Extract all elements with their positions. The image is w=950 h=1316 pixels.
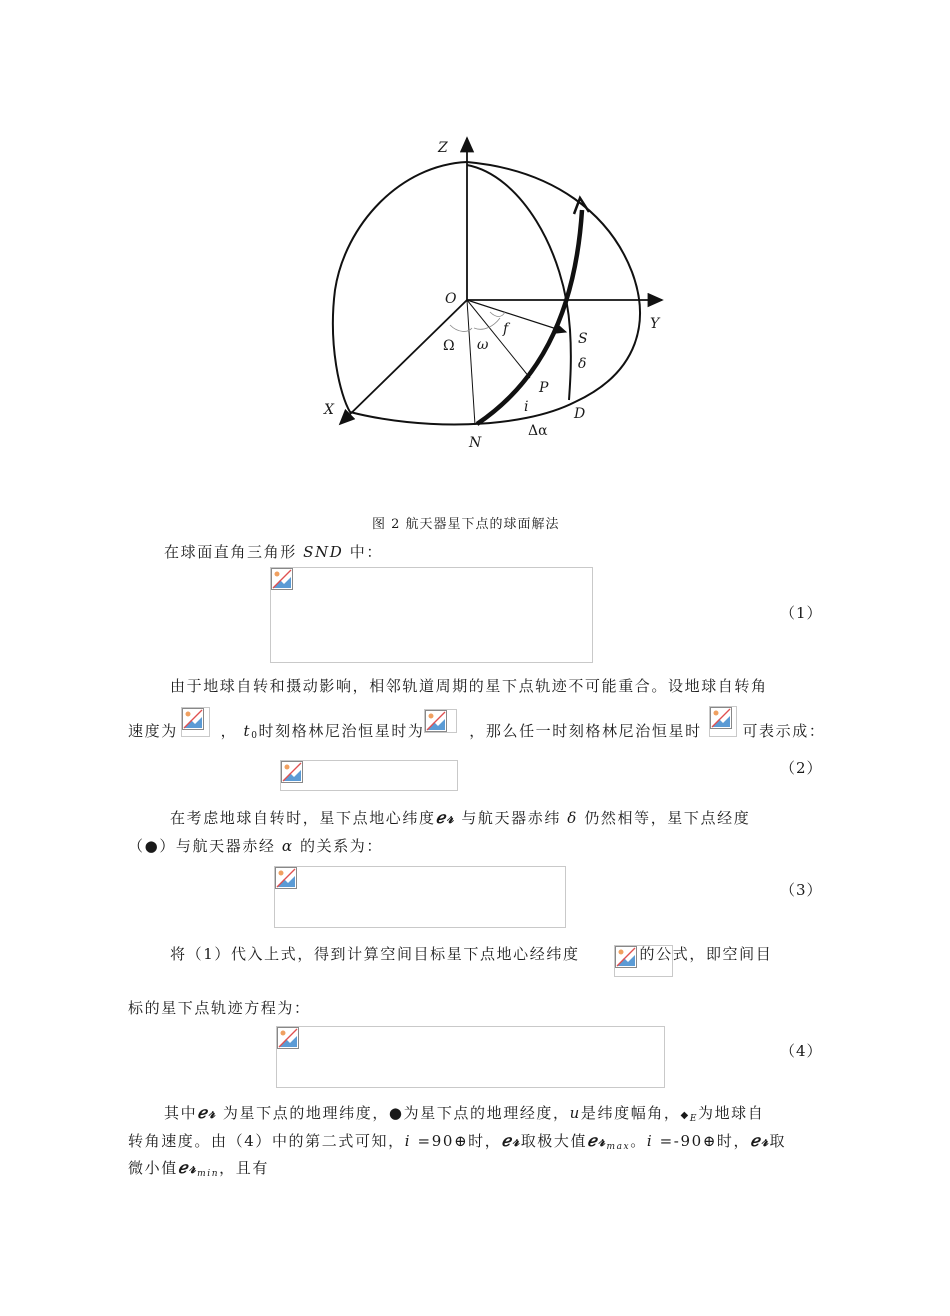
equation-3-number: （3） [780, 881, 823, 899]
paragraph-where-line3: 微小值ℯ𝓇$_{min}$，且有 [128, 1158, 269, 1179]
broken-image-icon [271, 568, 293, 590]
paragraph-where-line1: 其中ℯ𝓇 为星下点的地理纬度，●为星下点的地理经度，u是纬度幅角，$◆_E$为地球自 [164, 1103, 765, 1124]
equation-1-image [270, 567, 593, 663]
label-X: X [324, 402, 334, 418]
label-delta: δ [578, 356, 587, 372]
sg0-image [424, 709, 457, 733]
paragraph-where-line2: 转角速度。由（4）中的第二式可知，i =90⊕时，ℯ𝓇取极大值ℯ𝓇$_{max}$。i =-90⊕时，ℯ𝓇取 [128, 1131, 787, 1152]
equation-3-image [274, 866, 566, 928]
broken-image-icon [615, 946, 637, 968]
equation-4-number: （4） [780, 1042, 823, 1060]
paragraph-latitude-line2: （●）与航天器赤经 α 的关系为： [128, 837, 383, 855]
broken-image-icon [182, 708, 204, 730]
label-N: N [469, 435, 482, 451]
lat-lon-image [614, 945, 673, 977]
celestial-sphere-figure [0, 0, 950, 470]
label-D: D [574, 406, 586, 422]
equation-2-image [280, 760, 458, 791]
omega-e-image [181, 707, 210, 737]
label-P: P [539, 380, 549, 396]
orbit-track [477, 210, 582, 424]
label-S: S [578, 331, 588, 347]
broken-image-icon [277, 1027, 299, 1049]
line-ON [467, 300, 475, 425]
figure-caption: 图 2 航天器星下点的球面解法 [372, 517, 560, 532]
broken-image-icon [710, 707, 732, 729]
label-Z: Z [438, 140, 448, 156]
x-axis [340, 300, 467, 424]
label-O: O [445, 291, 457, 307]
equation-4-image [276, 1026, 665, 1088]
broken-image-icon [425, 710, 447, 732]
paragraph-earth-rotation-line2: 速度为 ， t0时刻格林尼治恒星时为 ，那么任一时刻格林尼治恒星时 可表示成： [128, 722, 826, 741]
paragraph-latitude-line1: 在考虑地球自转时，星下点地心纬度ℯ𝓇 与航天器赤纬 δ 仍然相等，星下点经度 [170, 808, 751, 827]
label-dalpha: Δα [528, 423, 548, 439]
paragraph-earth-rotation-line1: 由于地球自转和摄动影响，相邻轨道周期的星下点轨迹不可能重合。设地球自转角 [170, 677, 768, 695]
paragraph-snd: 在球面直角三角形 SND 中： [164, 543, 383, 561]
sg-image [709, 706, 737, 737]
paragraph-substitute-line2: 标的星下点轨迹方程为： [128, 999, 311, 1017]
broken-image-icon [275, 867, 297, 889]
label-omega: ω [477, 337, 489, 353]
equation-1-number: （1） [780, 604, 823, 622]
broken-image-icon [281, 761, 303, 783]
label-i: i [524, 399, 529, 415]
label-Omega: Ω [443, 338, 455, 354]
label-f: f [503, 321, 509, 337]
line-OS [467, 300, 566, 332]
label-Y: Y [650, 316, 660, 332]
paragraph-substitute-line1: 将（1）代入上式，得到计算空间目标星下点地心经纬度 的公式，即空间目 [170, 945, 773, 963]
equation-2-number: （2） [780, 759, 823, 777]
